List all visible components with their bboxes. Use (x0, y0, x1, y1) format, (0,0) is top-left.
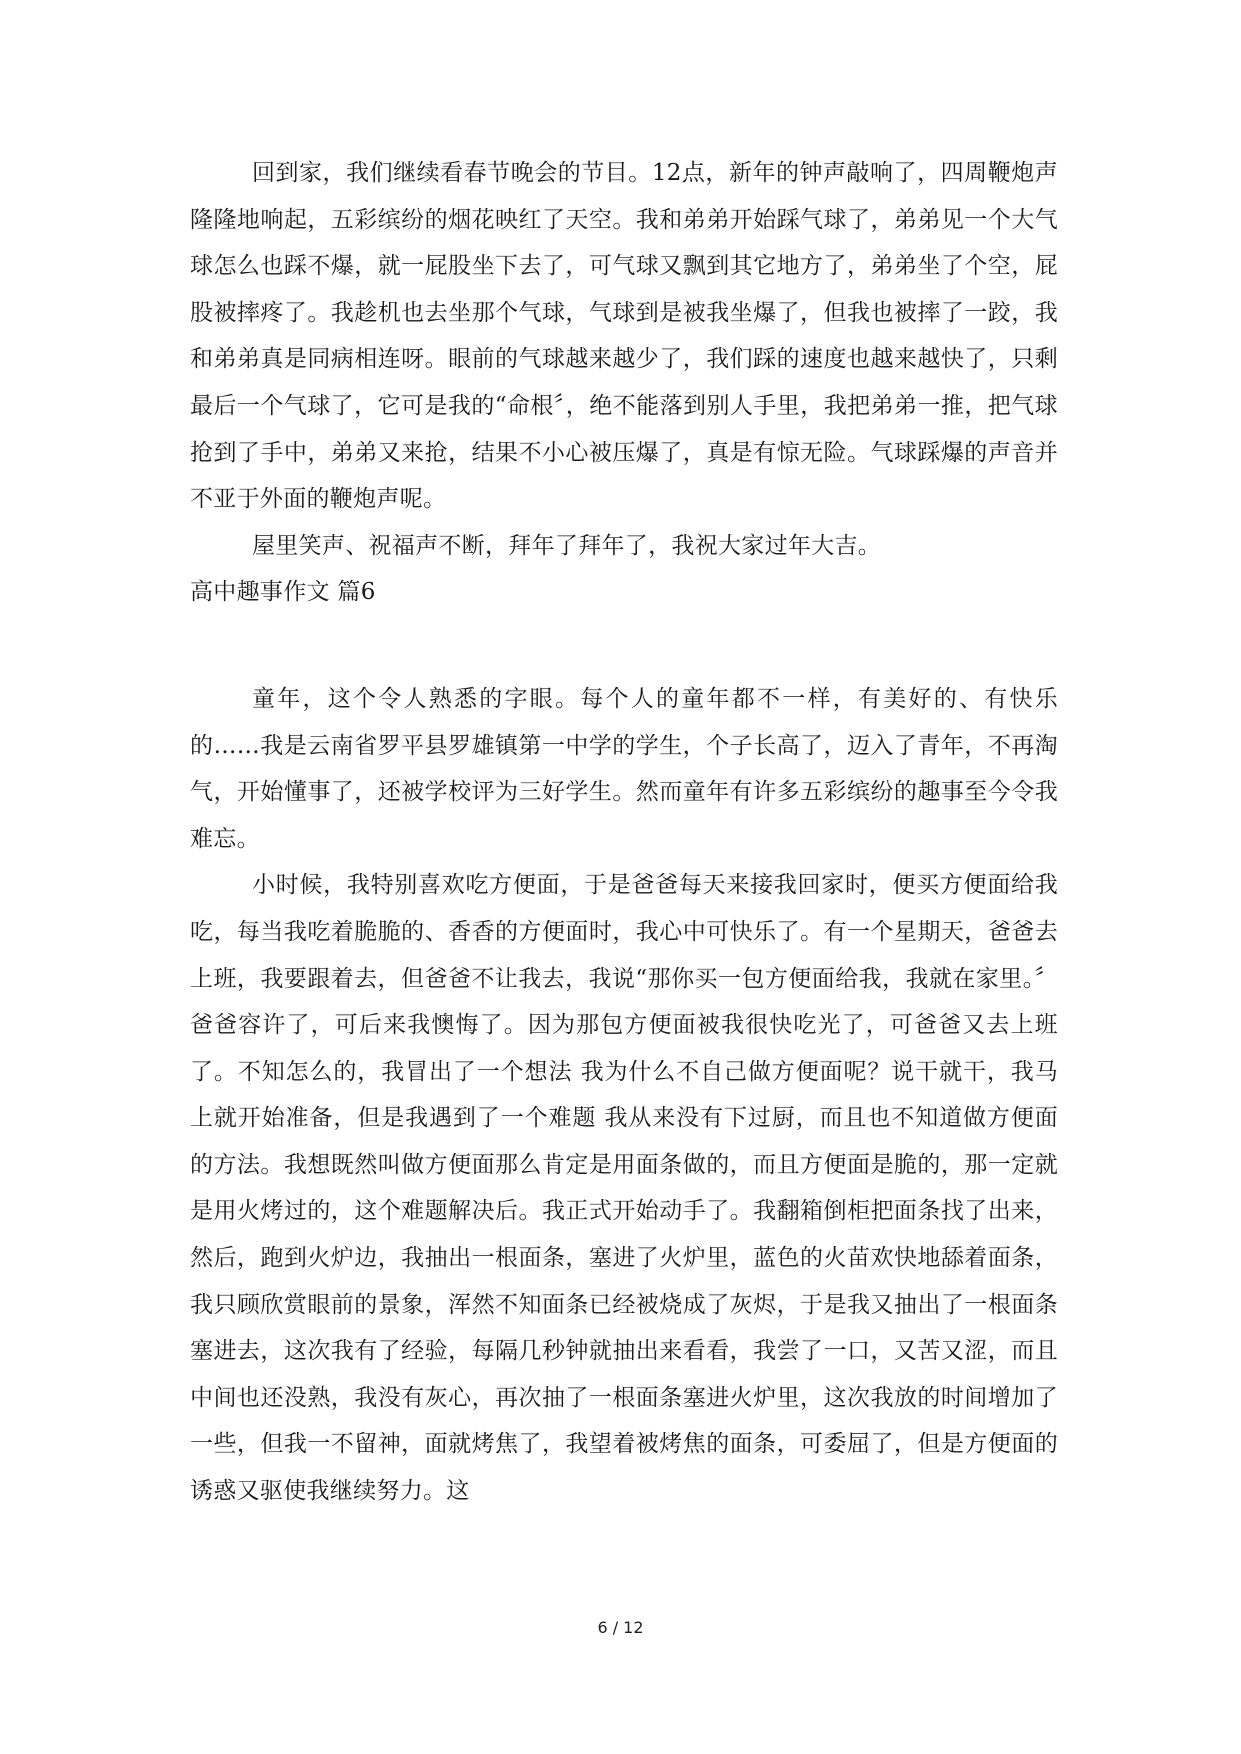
section-heading: 高中趣事作文 篇6 (190, 579, 376, 606)
paragraph-new-year-blessing: 屋里笑声、祝福声不断，拜年了拜年了，我祝大家过年大吉。 (252, 532, 882, 559)
paragraph-childhood-intro: 童年，这个令人熟悉的字眼。每个人的童年都不一样，有美好的、有快乐的……我是云南省罗平县罗雄镇第一中学的学生，个子长高了，迈入了青年，不再淘气，开始懂事了，还被学校评为三好学生。然而童年有许多五彩缤纷的趣事至今令我难忘。 (190, 685, 1058, 852)
document-body (190, 150, 1058, 1515)
page-number: 6 / 12 (597, 1618, 644, 1637)
paragraph-instant-noodles: 小时候，我特别喜欢吃方便面，于是爸爸每天来接我回家时，便买方便面给我吃，每当我吃着脆脆的、香香的方便面时，我心中可快乐了。有一个星期天，爸爸去上班，我要跟着去，但爸爸不让我去，我说“那你买一包方便面给我，我就在家里。〞爸爸容许了，可后来我懊悔了。因为那包方便面被我很快吃光了，可爸爸又去上班了。不知怎么的，我冒出了一个想法 我为什么不自己做方便面呢？说干就干，我马上就开始准备，但是我遇到了一个难题 我从来没有下过厨，而且也不知道做方便面的方法。我想既然叫做方便面那么肯定是用面条做的，而且方便面是脆的，那一定就是用火烤过的，这个难题解决后。我正式开始动手了。我翻箱倒柜把面条找了出来，然后，跑到火炉边，我抽出一根面条，塞进了火炉里，蓝色的火苗欢快地舔着面条，我只顾欣赏眼前的景象，浑然不知面条已经被烧成了灰烬，于是我又抽出了一根面条塞进去，这次我有了经验，每隔几秒钟就抽出来看看，我尝了一口，又苦又涩，而且中间也还没熟，我没有灰心，再次抽了一根面条塞进火炉里，这次我放的时间增加了一些，但我一不留神，面就烤焦了，我望着被烤焦的面条，可委屈了，但是方便面的诱惑又驱使我继续努力。这 (190, 872, 1058, 1505)
paragraph-new-year-balloons: 回到家，我们继续看春节晚会的节目。12点，新年的钟声敲响了，四周鞭炮声隆隆地响起，五彩缤纷的烟花映红了天空。我和弟弟开始踩气球了，弟弟见一个大气球怎么也踩不爆，就一屁股坐下去了，可气球又飘到其它地方了，弟弟坐了个空，屁股被摔疼了。我趁机也去坐那个气球，气球到是被我坐爆了，但我也被摔了一跤，我和弟弟真是同病相连呀。眼前的气球越来越少了，我们踩的速度也越来越快了，只剩最后一个气球了，它可是我的“命根〞，绝不能落到别人手里，我把弟弟一推，把气球抢到了手中，弟弟又来抢，结果不小心被压爆了，真是有惊无险。气球踩爆的声音并不亚于外面的鞭炮声呢。 (190, 160, 1058, 513)
section-spacer (190, 616, 1058, 676)
